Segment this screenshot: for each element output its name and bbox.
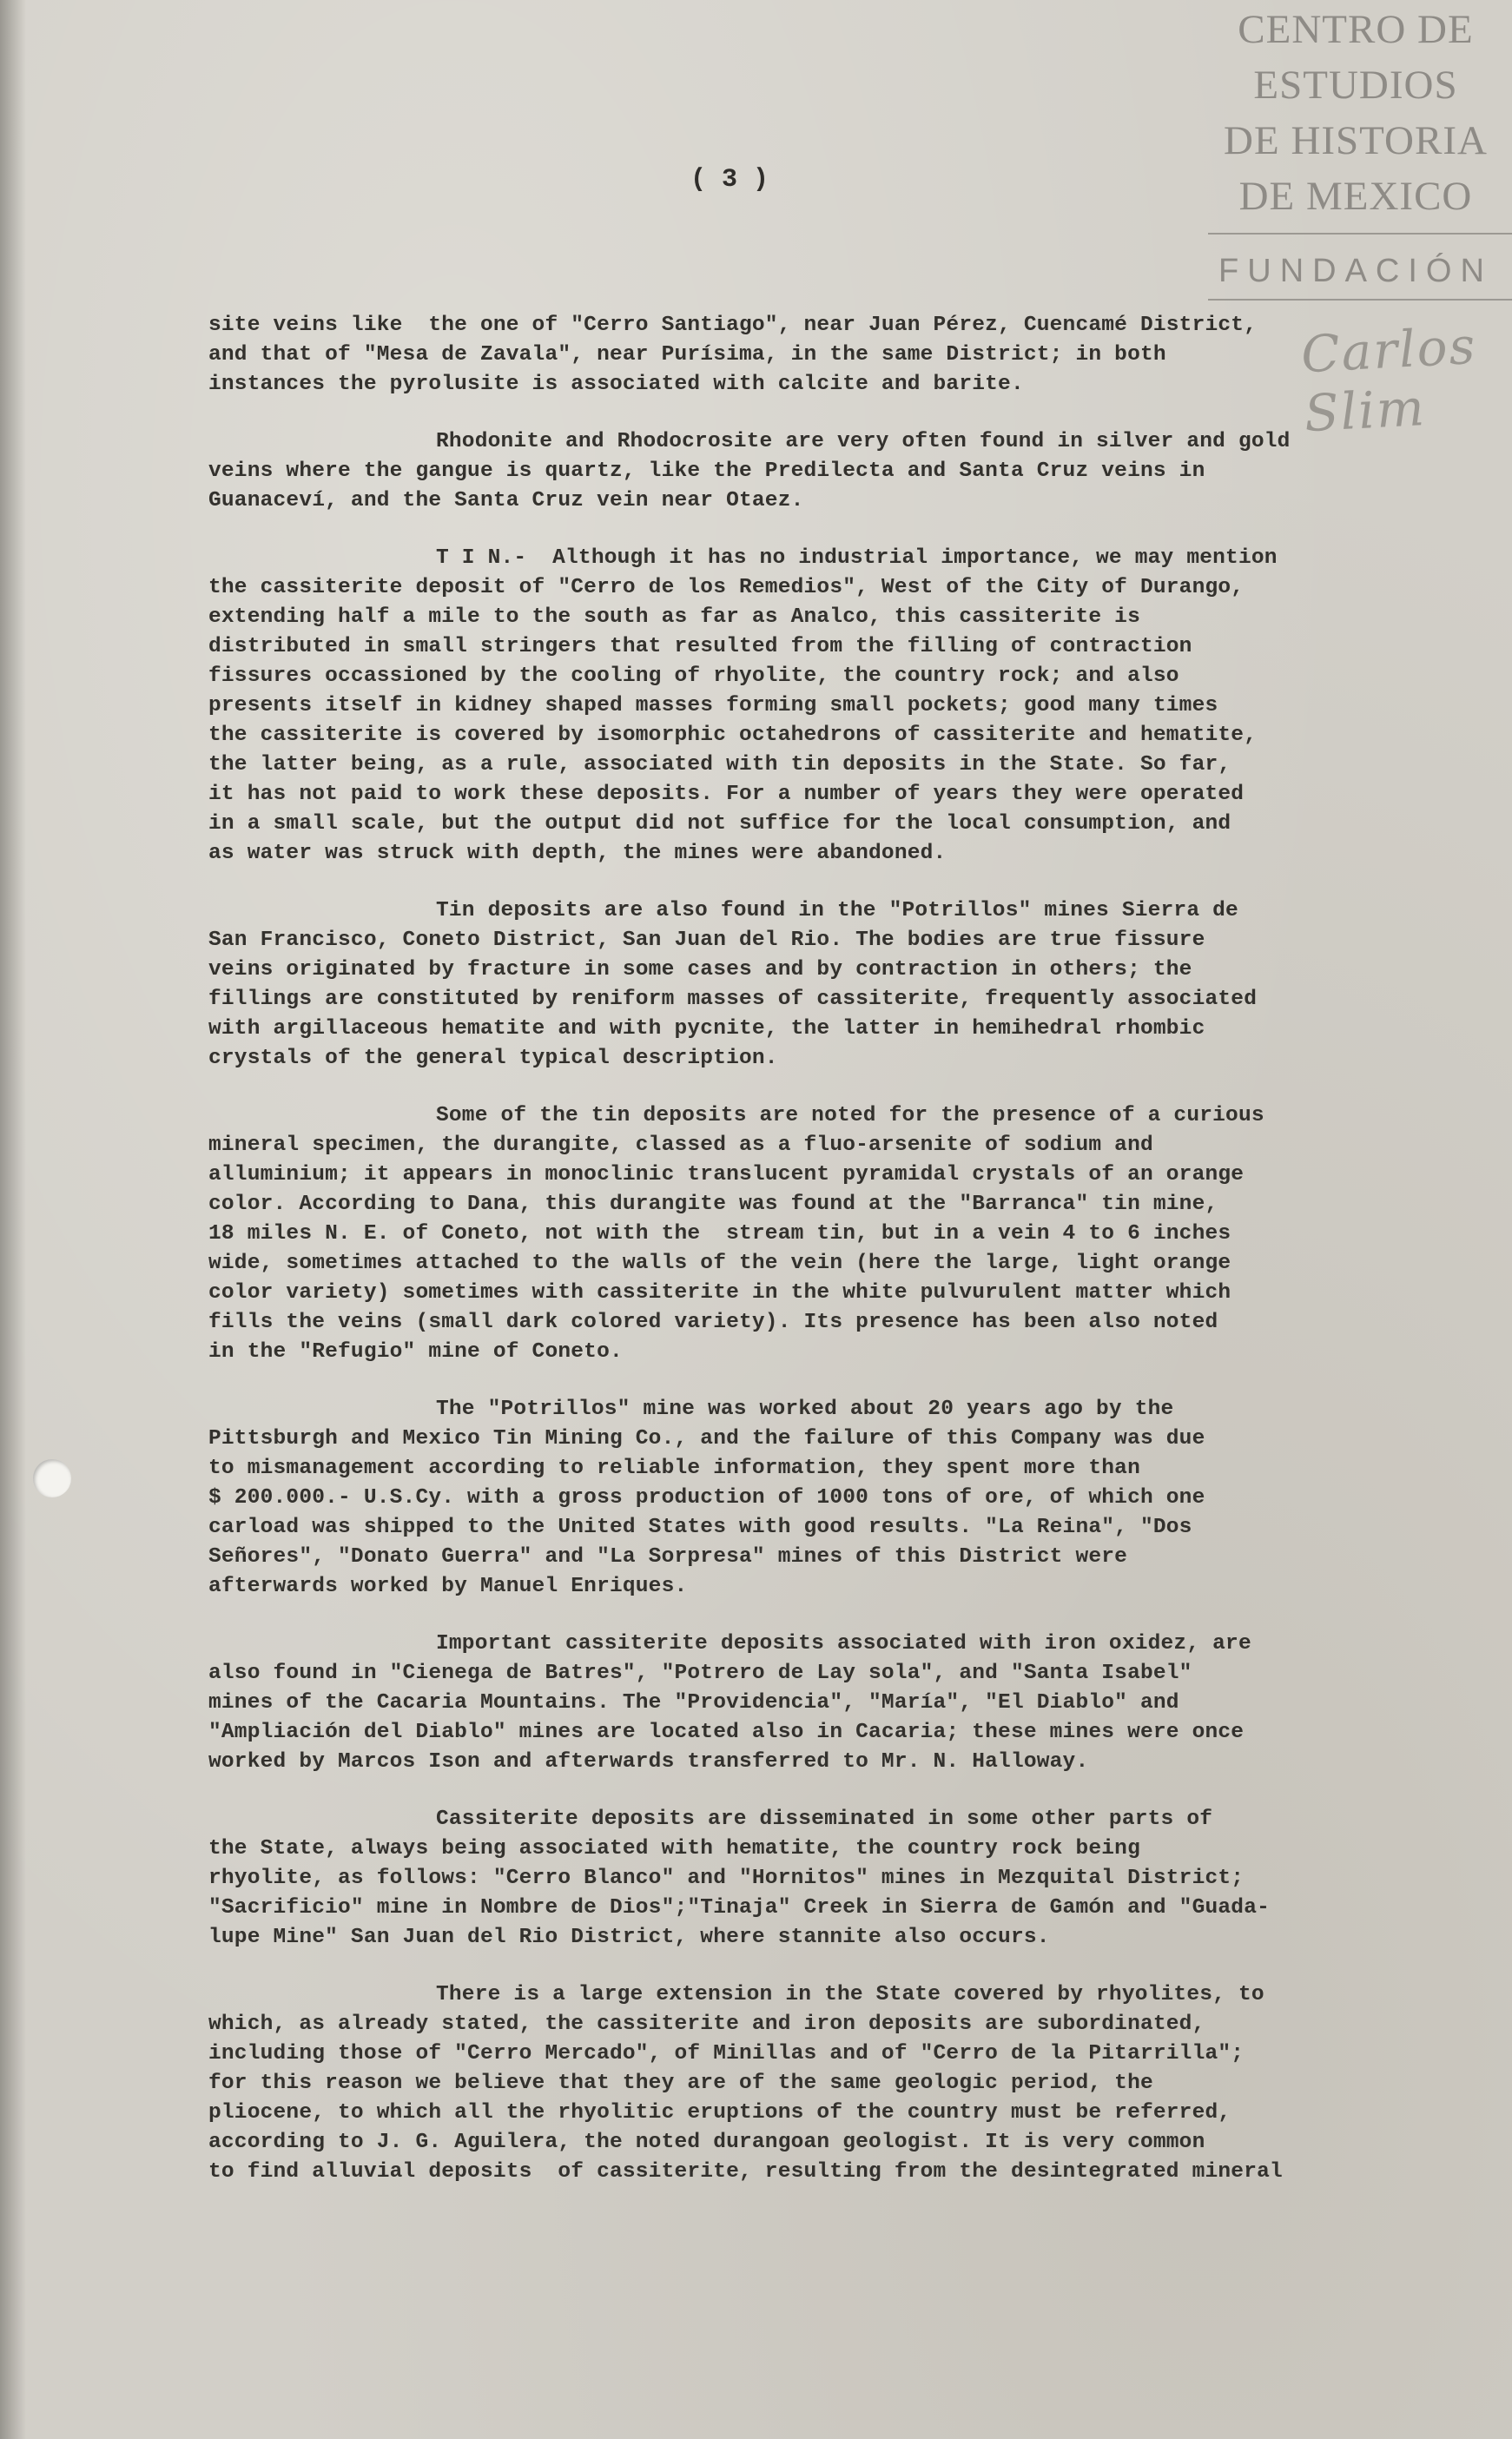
text-line: "Ampliación del Diablo" mines are located also in Cacaria; these mines were once [208, 1721, 1245, 1744]
text-line: fissures occassioned by the cooling of rhyolite, the country rock; and also [208, 664, 1179, 688]
paragraph [208, 1101, 1485, 1367]
text-line: the State, always being associated with hematite, the country rock being [208, 1837, 1140, 1861]
text-line: according to J. G. Aguilera, the noted durangoan geologist. It is very common [208, 2131, 1205, 2154]
text-line: to find alluvial deposits of cassiterite, resulting from the desintegrated mineral [208, 2160, 1283, 2184]
text-line: worked by Marcos Ison and afterwards transferred to Mr. N. Halloway. [208, 1750, 1089, 1774]
text-line: 18 miles N. E. of Coneto, not with the stream tin, but in a vein 4 to 6 inches [208, 1222, 1231, 1246]
text-line: as water was struck with depth, the mines were abandoned. [208, 842, 947, 865]
text-line: San Francisco, Coneto District, San Juan del Rio. The bodies are true fissure [208, 929, 1205, 952]
text-line: which, as already stated, the cassiterite and iron deposits are subordinated, [208, 2013, 1205, 2036]
text-line: Tin deposits are also found in the "Potrillos" mines Sierra de [436, 899, 1238, 922]
text-line: afterwards worked by Manuel Enriques. [208, 1575, 688, 1598]
watermark-line: CENTRO DE [1238, 7, 1474, 52]
text-line: The "Potrillos" mine was worked about 20 years ago by the [436, 1398, 1174, 1421]
punch-hole [33, 1459, 71, 1497]
text-line: in the "Refugio" mine of Coneto. [208, 1340, 623, 1364]
paragraph [208, 544, 1485, 869]
text-line: fills the veins (small dark colored variety). Its presence has been also noted [208, 1311, 1218, 1334]
paragraph [208, 1629, 1485, 1777]
text-line: fillings are constituted by reniform masses of cassiterite, frequently associated [208, 988, 1258, 1011]
page-number: ( 3 ) [690, 165, 769, 195]
text-line: for this reason we believe that they are of the same geologic period, the [208, 2072, 1153, 2095]
text-line: veins originated by fracture in some cases and by contraction in others; the [208, 958, 1192, 982]
watermark-line: DE HISTORIA [1224, 118, 1488, 163]
text-line: the cassiterite is covered by isomorphic octahedrons of cassiterite and hematite, [208, 724, 1258, 747]
paragraph [208, 896, 1485, 1074]
watermark-foundation: FUNDACIÓN [1218, 253, 1493, 289]
text-line: rhyolite, as follows: "Cerro Blanco" and "Hornitos" mines in Mezquital District; [208, 1867, 1245, 1890]
text-line: color. According to Dana, this durangite was found at the "Barranca" tin mine, [208, 1193, 1218, 1216]
text-line: lupe Mine" San Juan del Rio District, where stannite also occurs. [208, 1926, 1050, 1949]
text-line: Señores", "Donato Guerra" and "La Sorpresa" mines of this District were [208, 1545, 1128, 1569]
text-line: with argillaceous hematite and with pycnite, the latter in hemihedral rhombic [208, 1017, 1205, 1041]
text-line: color variety) sometimes with cassiterite in the white pulvurulent matter which [208, 1281, 1231, 1305]
paragraph [208, 1395, 1485, 1602]
text-line: Rhodonite and Rhodocrosite are very often found in silver and gold [436, 430, 1291, 453]
text-line: carload was shipped to the United States with good results. "La Reina", "Dos [208, 1516, 1192, 1539]
text-line: "Sacrificio" mine in Nombre de Dios";"Tinaja" Creek in Sierra de Gamón and "Guada- [208, 1896, 1270, 1920]
text-line: There is a large extension in the State covered by rhyolites, to [436, 1983, 1264, 2006]
text-line: Guanaceví, and the Santa Cruz vein near Otaez. [208, 489, 804, 512]
paragraph [208, 1805, 1485, 1953]
text-line: $ 200.000.- U.S.Cy. with a gross production of 1000 tons of ore, of which one [208, 1486, 1205, 1510]
watermark-rule [1208, 299, 1512, 301]
paragraph [208, 311, 1485, 400]
text-line: extending half a mile to the south as far as Analco, this cassiterite is [208, 605, 1140, 629]
text-line: veins where the gangue is quartz, like the Predilecta and Santa Cruz veins in [208, 459, 1205, 483]
page-edge-shadow [0, 0, 26, 2439]
text-line: T I N.- Although it has no industrial importance, we may mention [436, 546, 1278, 570]
watermark-line: ESTUDIOS [1253, 63, 1458, 108]
paragraph [208, 1980, 1485, 2187]
watermark-signature: Carlos Slim [1299, 315, 1478, 444]
text-line: presents itself in kidney shaped masses forming small pockets; good many times [208, 694, 1218, 717]
text-line: including those of "Cerro Mercado", of Minillas and of "Cerro de la Pitarrilla"; [208, 2042, 1245, 2066]
text-line: in a small scale, but the output did not suffice for the local consumption, and [208, 812, 1231, 836]
watermark-rule [1208, 233, 1512, 235]
text-line: Pittsburgh and Mexico Tin Mining Co., and the failure of this Company was due [208, 1427, 1205, 1451]
text-line: distributed in small stringers that resulted from the filling of contraction [208, 635, 1192, 658]
watermark-line: DE MEXICO [1238, 174, 1473, 219]
archive-watermark [1182, 0, 1512, 313]
text-line: it has not paid to work these deposits. For a number of years they were operated [208, 783, 1245, 806]
paragraph [208, 427, 1485, 516]
text-line: also found in "Cienega de Batres", "Potrero de Lay sola", and "Santa Isabel" [208, 1662, 1192, 1685]
text-line: mineral specimen, the durangite, classed as a fluo-arsenite of sodium and [208, 1134, 1153, 1157]
text-line: the cassiterite deposit of "Cerro de los Remedios", West of the City of Durango, [208, 576, 1245, 599]
document-body [208, 311, 1485, 2215]
text-line: pliocene, to which all the rhyolitic eruptions of the country must be referred, [208, 2101, 1231, 2125]
text-line: crystals of the general typical description. [208, 1047, 778, 1070]
text-line: to mismanagement according to reliable information, they spent more than [208, 1457, 1140, 1480]
text-line: Important cassiterite deposits associated with iron oxidez, are [436, 1632, 1251, 1656]
text-line: mines of the Cacaria Mountains. The "Providencia", "María", "El Diablo" and [208, 1691, 1179, 1715]
text-line: the latter being, as a rule, associated with tin deposits in the State. So far, [208, 753, 1231, 777]
text-line: wide, sometimes attached to the walls of the vein (here the large, light orange [208, 1252, 1231, 1275]
text-line: alluminium; it appears in monoclinic translucent pyramidal crystals of an orange [208, 1163, 1245, 1186]
text-line: instances the pyrolusite is associated with calcite and barite. [208, 373, 1024, 396]
text-line: site veins like the one of "Cerro Santiago", near Juan Pérez, Cuencamé District, [208, 314, 1258, 337]
text-line: Some of the tin deposits are noted for the presence of a curious [436, 1104, 1264, 1127]
text-line: and that of "Mesa de Zavala", near Purísima, in the same District; in both [208, 343, 1166, 367]
text-line: Cassiterite deposits are disseminated in some other parts of [436, 1808, 1213, 1831]
